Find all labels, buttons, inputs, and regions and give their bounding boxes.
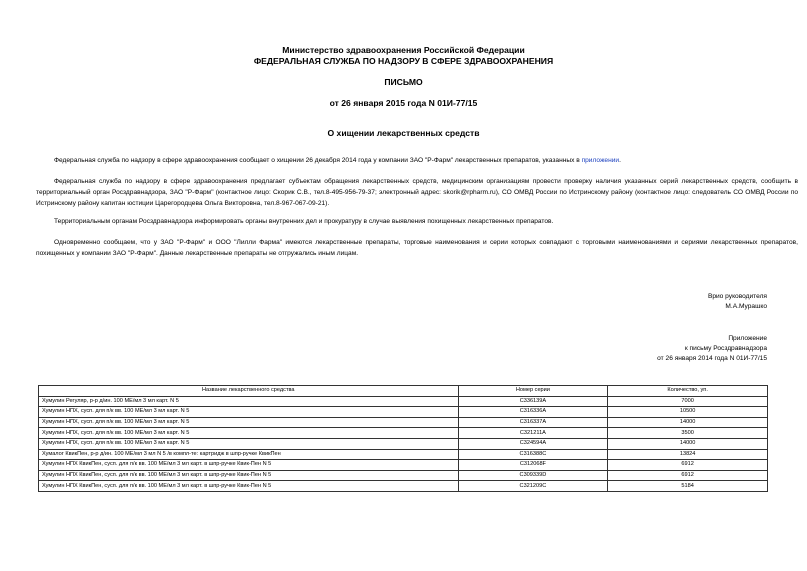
paragraph-3-text: Территориальным органам Росздравнадзора информировать органы внутренних дел и прокуратуру в случае выявления похищенных лекарственных препаратов. [54,218,554,225]
service-title: ФЕДЕРАЛЬНАЯ СЛУЖБА ПО НАДЗОРУ В СФЕРЕ ЗДРАВООХРАНЕНИЯ [253,56,554,66]
appendix-date: от 26 января 2014 года N 01И-77/15 [657,355,767,362]
column-header-series: Номер серии [458,386,608,397]
paragraph-1-text: Федеральная служба по надзору в сфере здравоохранения сообщает о хищении 26 декабря 2014 года у компании ЗАО "Р-Фарм" лекарственных препаратов, указанных в [54,157,582,164]
quantity-cell: 10500 [608,407,768,418]
paragraph-4 [36,237,798,259]
series-cell: C316337A [458,417,608,428]
signature-block [708,292,767,312]
document-subject: О хищении лекарственных средств [327,128,480,138]
column-header-quantity: Количество, уп. [608,386,768,397]
signature-position: Врио руководителя [707,293,767,300]
series-cell: C309339D [458,470,608,481]
stolen-drugs-table [38,385,768,492]
table-row [39,396,768,407]
drug-name-cell: Хумулин НПХ, сусп. для п/к вв. 100 МЕ/мл 3 мл карт. N 5 [39,417,459,428]
table-row [39,470,768,481]
table-row [39,460,768,471]
series-cell: C336139A [458,396,608,407]
paragraph-3 [36,216,798,227]
appendix-ref: к письму Росздравнадзора [684,345,767,352]
series-cell: C324594A [458,438,608,449]
series-cell: C321209C [458,481,608,492]
quantity-cell: 7000 [608,396,768,407]
series-cell: C316336A [458,407,608,418]
drug-name-cell: Хумулин НПХ КвикПен, сусп. для п/к вв. 100 МЕ/мл 3 мл карт. в шпр-ручке Квик-Пен N 5 [39,470,459,481]
table-row [39,428,768,439]
paragraph-2 [36,176,798,209]
quantity-cell: 14000 [608,438,768,449]
series-cell: C316388C [458,449,608,460]
quantity-cell: 6912 [608,460,768,471]
appendix-title: Приложение [728,335,767,342]
table-row [39,481,768,492]
drug-name-cell: Хумулин НПХ, сусп. для п/к вв. 100 МЕ/мл 3 мл карт. N 5 [39,438,459,449]
paragraph-1 [36,155,798,166]
paragraph-2-text: Федеральная служба по надзору в сфере здравоохранения предлагает субъектам обращения лекарственных средств, медицинским организациям провести проверку наличия указанных серий лекарственных средств, сообщить в территориальный орган Росздравнадзора, ЗАО "Р-Фарм" (контактное лицо: Скорик С.В., тел.8-495-956-79-37; электронный адрес: skorik@rpharm.ru), СО ОМВД России по Истринскому району (контактное лицо: следователь СО ОМВД России по Истринскому району капитан юстиции Царегородцева Ольга Викторовна, тел.8-967-067-09-21). [36,178,798,207]
drug-name-cell: Хумулин НПХ КвикПен, сусп. для п/к вв. 100 МЕ/мл 3 мл карт. в шпр-ручке Квик-Пен N 5 [39,460,459,471]
paragraph-1-end: . [619,157,621,164]
document-type: ПИСЬМО [384,77,423,87]
drug-name-cell: Хумулин НПХ, сусп. для п/к вв. 100 МЕ/мл 3 мл карт. N 5 [39,428,459,439]
drug-name-cell: Хумулин НПХ, сусп. для п/к вв. 100 МЕ/мл 3 мл карт. N 5 [39,407,459,418]
table-row [39,417,768,428]
quantity-cell: 13824 [608,449,768,460]
table-header-row [39,386,768,397]
table-row [39,449,768,460]
drug-name-cell: Хумулин Регуляр, р-р д/ин. 100 МЕ/мл 3 мл карт. N 5 [39,396,459,407]
document-date: от 26 января 2015 года N 01И-77/15 [329,98,478,108]
column-header-name: Название лекарственного средства [39,386,459,397]
appendix-block [657,334,767,364]
appendix-link[interactable]: приложении [581,157,620,164]
paragraph-4-text: Одновременно сообщаем, что у ЗАО "Р-Фарм" и ООО "Лилли Фарма" имеются лекарственные препараты, торговые наименования и серии которых совпадают с торговыми наименованиями и сериями лекарственных препаратов, похищенных у компании ЗАО "Р-Фарм". Данные лекарственные препараты не отгружались иным лицам. [36,239,798,257]
series-cell: C321211A [458,428,608,439]
series-cell: C312068F [458,460,608,471]
quantity-cell: 5184 [608,481,768,492]
drug-name-cell: Хумулин НПХ КвикПен, сусп. для п/к вв. 100 МЕ/мл 3 мл карт. в шпр-ручке Квик-Пен N 5 [39,481,459,492]
quantity-cell: 6912 [608,470,768,481]
signature-name: М.А.Мурашко [725,303,767,310]
quantity-cell: 14000 [608,417,768,428]
quantity-cell: 3500 [608,428,768,439]
ministry-title: Министерство здравоохранения Российской Федерации [282,45,525,55]
table-row [39,407,768,418]
drug-name-cell: Хумалог КвикПен, р-р д/ин. 100 МЕ/мл 3 мл N 5 /в компл-те: картридж в шпр-ручке КвикПен [39,449,459,460]
table-row [39,438,768,449]
